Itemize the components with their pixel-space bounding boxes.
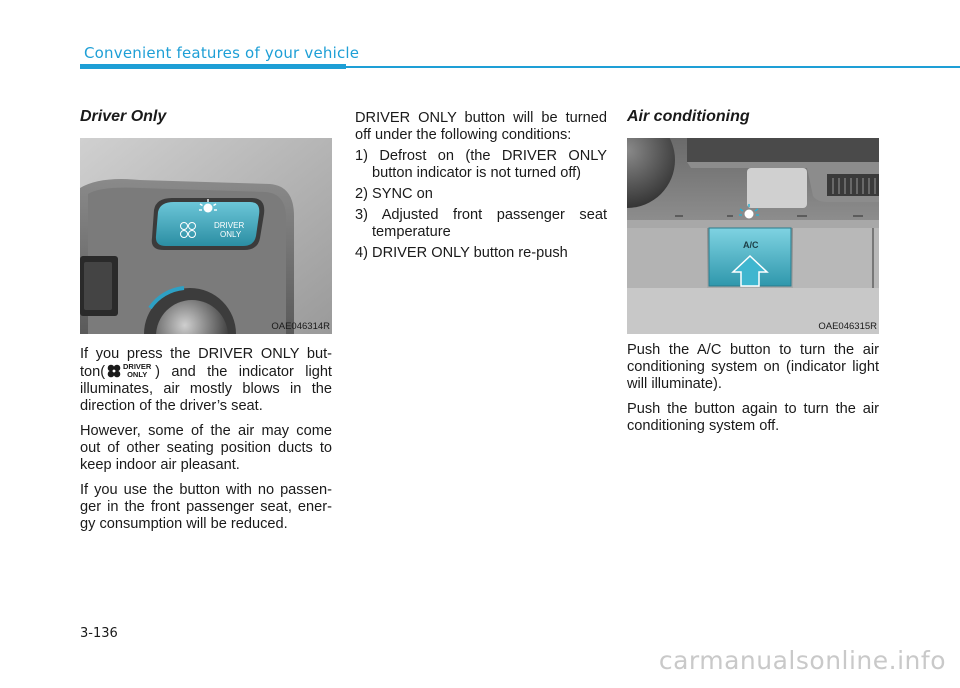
- condition-item: 3) Adjusted front passenger seat temperature: [355, 207, 607, 240]
- page-number: 3-136: [80, 626, 118, 641]
- left-column: [80, 108, 332, 133]
- header-rule-thick: [80, 64, 346, 69]
- section-header-title: Convenient features of your vehicle: [84, 44, 360, 62]
- paragraph-energy: If you use the button with no passen-ger in the front passenger seat, ener-gy consumption will be reduced.: [80, 482, 332, 532]
- right-column: [627, 108, 879, 133]
- header-rule-thin: [346, 66, 960, 68]
- condition-item: 2) SYNC on: [355, 186, 433, 202]
- figure-button-label-line1: DRIVER: [214, 221, 245, 230]
- figure-button-label-line2: ONLY: [220, 230, 242, 239]
- watermark: carmanualsonline.info: [658, 646, 946, 675]
- driver-only-inline-icon: [106, 363, 154, 381]
- paragraph-driver-only-press: [80, 346, 332, 415]
- paragraph-ac-off: Push the button again to turn the air conditioning system off.: [627, 401, 879, 434]
- driver-only-button-illustration: [80, 138, 332, 334]
- heading-air-conditioning: Air conditioning: [627, 108, 750, 125]
- left-text-block: [80, 346, 332, 541]
- conditions-list: [355, 148, 607, 262]
- para1-after: ) and the indicator light illuminates, air mostly blows in the direction of the driver’s seat.: [80, 363, 332, 414]
- paragraph-turned-off-conditions: DRIVER ONLY button will be turned off under the following conditions:: [355, 110, 607, 143]
- figure-air-conditioning: [627, 138, 879, 334]
- ac-button-illustration: [627, 138, 879, 334]
- figure-code-right: OAE046315R: [818, 321, 877, 332]
- inline-icon-text-line2: ONLY: [127, 370, 148, 379]
- figure-ac-button-label: A/C: [743, 240, 759, 250]
- paragraph-other-ducts: However, some of the air may come out of other seating position ducts to keep indoor air pleasant.: [80, 423, 332, 473]
- inline-icon-text-line1: DRIVER: [122, 362, 152, 371]
- right-text-block: [627, 342, 879, 443]
- condition-item: 1) Defrost on (the DRIVER ONLY button indicator is not turned off): [355, 148, 607, 181]
- figure-driver-only: [80, 138, 332, 334]
- condition-item: 4) DRIVER ONLY button re-push: [355, 245, 568, 261]
- paragraph-ac-on: Push the A/C button to turn the air conditioning system on (indicator light will illuminate).: [627, 342, 879, 392]
- heading-driver-only: Driver Only: [80, 108, 167, 125]
- middle-column: [355, 110, 607, 266]
- para1-before: If you press the DRIVER ONLY but-ton(: [80, 346, 332, 380]
- fan-icon: [107, 364, 121, 378]
- figure-code-left: OAE046314R: [271, 321, 330, 332]
